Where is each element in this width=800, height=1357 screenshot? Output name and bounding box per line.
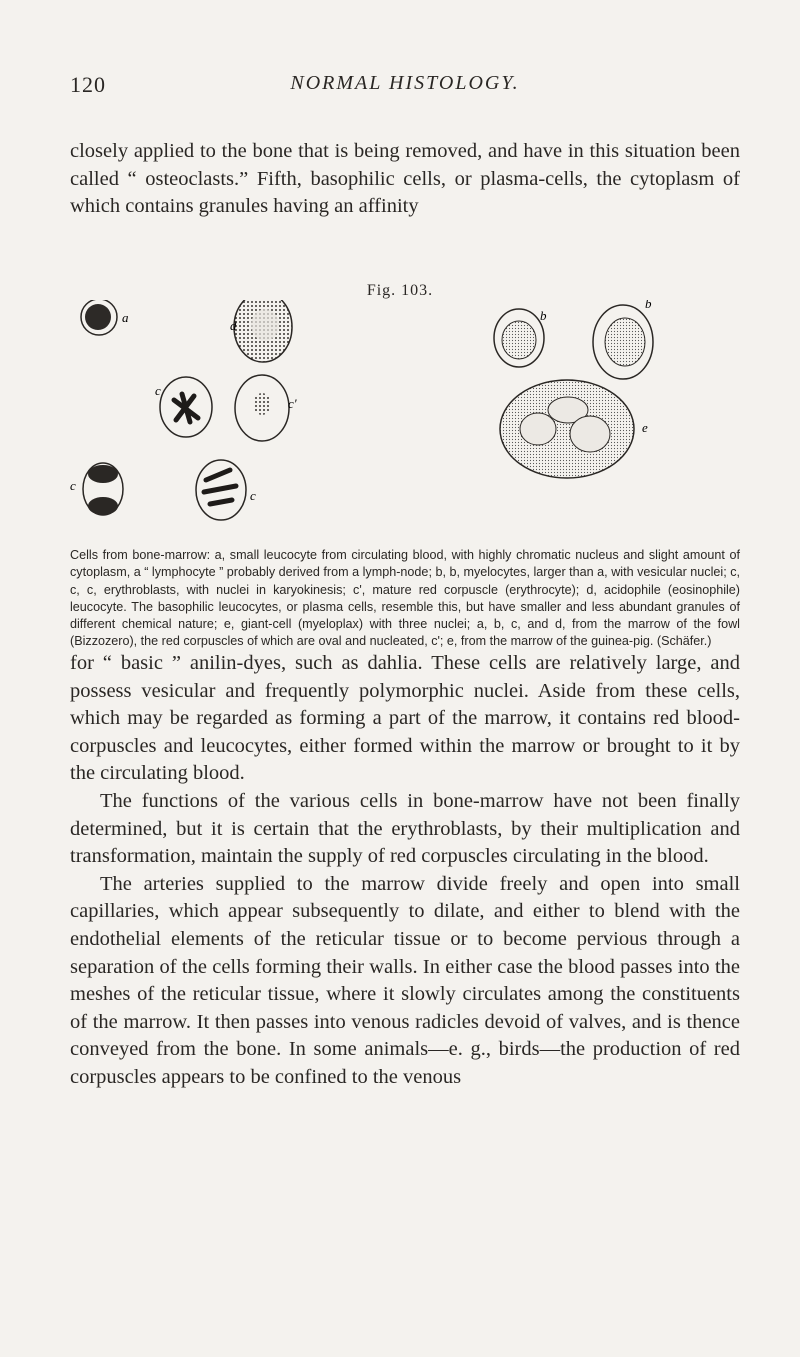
paragraph-continued: for “ basic ” anilin-dyes, such as dahlia. These cells are relatively large, and possess vesicular and frequently polymorphic nuclei. Aside from these cells, which may be regarded as forming a part of the marrow, it contains red blood-corpuscles and leucocytes, either formed within the marrow or brought to it by the circulating blood. [70,652,740,785]
label-b-right: b [645,300,652,311]
cell-e [500,380,648,478]
page-number: 120 [70,72,106,97]
paragraph-functions: The functions of the various cells in bone-marrow have not been finally determined, but it is certain that the erythroblasts, by their multiplication and transformation, maintain the supply of red corpuscles circulating in the blood. [70,789,740,868]
label-c1: c [155,383,161,398]
label-e: e [642,420,648,435]
running-head: NORMAL HISTOLOGY. [290,72,520,94]
cell-a [81,300,129,335]
cell-c-lower-middle [196,460,256,520]
cell-c-upper-left [155,377,212,437]
cell-b-right [593,300,653,379]
cell-c-lower-left [70,463,123,515]
cell-b-left [494,308,547,367]
body-text [70,650,740,1092]
paragraph-arteries: The arteries supplied to the marrow divide freely and open into small capillaries, which appear subsequently to dilate, and either to blend with the endothelial elements of the reticular tissue or to become pervious through a separation of the cells forming their walls. In either case the blood passes into the meshes of the reticular tissue, where it slowly circulates among the constituents of the marrow. It then passes into venous radicles devoid of valves, and is thence conveyed from the bone. In some animals—e. g., birds—the production of red corpuscles appears to be confined to the venous [70,872,740,1088]
label-a: a [122,310,129,325]
label-c4: c [250,488,256,503]
label-d: d [230,318,237,333]
cell-d [230,300,292,362]
label-c-prime: c' [288,396,297,411]
label-b-left: b [540,308,547,323]
label-c3: c [70,478,76,493]
figure-label: Fig. 103. [366,282,434,299]
paragraph-top: closely applied to the bone that is being removed, and have in this situation been called “ osteoclasts.” Fifth, basophilic cells, or plasma-cells, the cytoplasm of which contains granules having an affinity [70,140,740,217]
cell-c-prime [235,375,297,441]
page-header [70,72,740,102]
figure-illustration [70,300,740,530]
figure-caption: Cells from bone-marrow: a, small leucocyte from circulating blood, with highly chromatic nucleus and slight amount of cytoplasm, a “ lymphocyte ” probably derived from a lymph-node; b, b, myelocytes, larger than a, with vesicular nuclei; c, c, c, erythroblasts, with nuclei in karyokinesis; c', mature red corpuscle (erythrocyte); d, acidophile (eosinophile) leucocyte. The basophilic leucocytes, or plasma cells, resemble this, but have smaller and less abundant granules of different chemical nature; e, giant-cell (myeloplax) with three nuclei; a, b, c, and d, from the marrow of the fowl (Bizzozero), the red corpuscles of which are oval and nucleated, c'; e, from the marrow of the guinea-pig. (Schäfer.) [70,548,740,649]
